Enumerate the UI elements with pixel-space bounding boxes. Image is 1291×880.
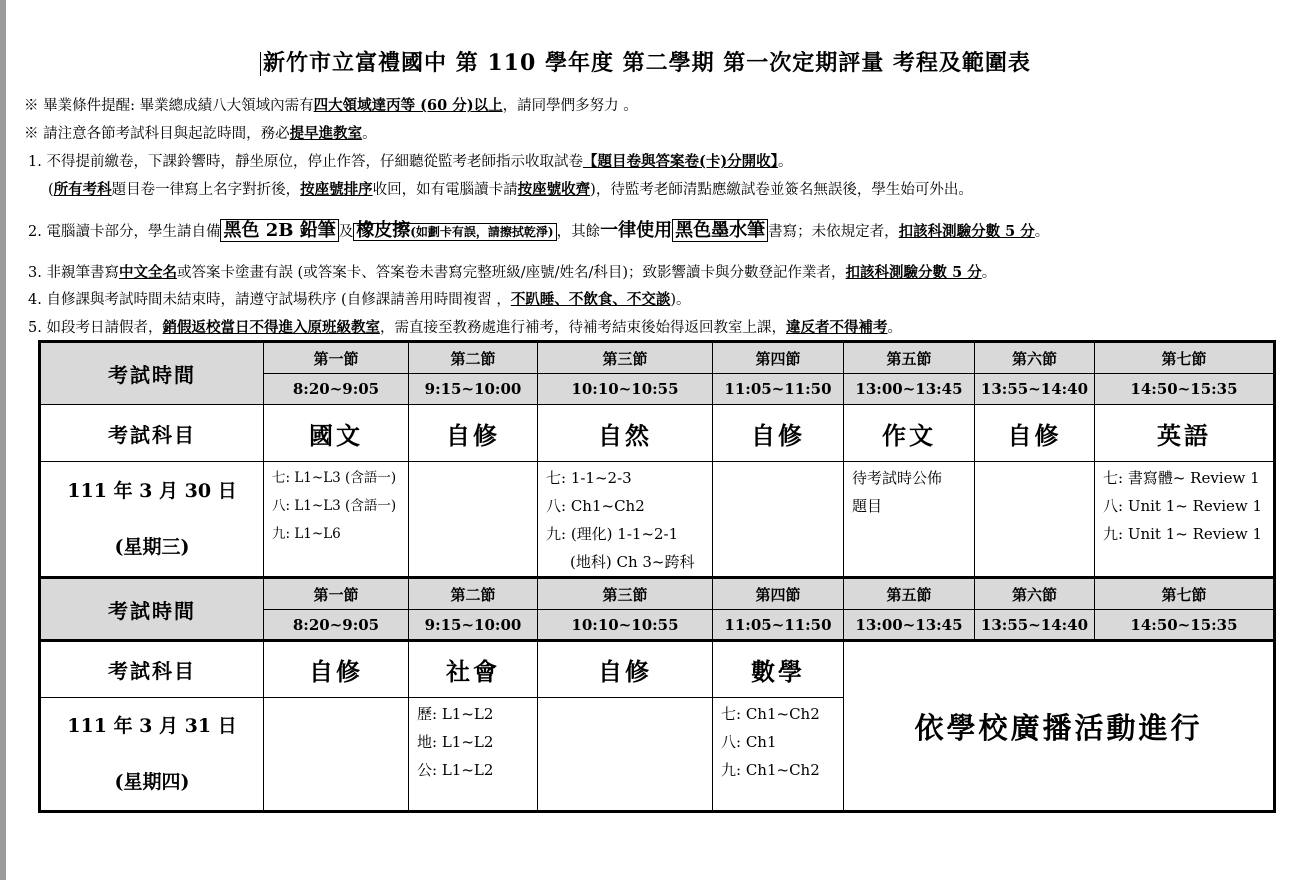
page-title xyxy=(0,46,1291,77)
black-2b-pencil-box: 黑色 2B 鉛筆 xyxy=(220,219,338,242)
period-time: 9:15~10:00 xyxy=(409,374,538,405)
time-label-day2: 考試時間 xyxy=(40,578,264,641)
subject-label-day2: 考試科目 xyxy=(40,641,264,698)
period-time: 13:55~14:40 xyxy=(975,610,1095,641)
period-time: 10:10~10:55 xyxy=(538,374,713,405)
range-line: 八: Ch1~Ch2 xyxy=(546,497,645,515)
subject-label-day1: 考試科目 xyxy=(40,405,264,462)
rule-1-continued xyxy=(48,178,973,199)
range-cell-p5 xyxy=(844,462,975,578)
notice-punctuality-emphasis: 提早進教室 xyxy=(289,125,363,142)
period-time: 13:00~13:45 xyxy=(844,374,975,405)
notice-graduation-suffix: ，請同學們多努力 。 xyxy=(502,98,638,114)
subject-cell: 英語 xyxy=(1095,405,1275,462)
rule-2-and: 及 xyxy=(338,224,354,240)
rule-1 xyxy=(28,150,792,171)
notice-graduation xyxy=(24,94,638,115)
rule-3 xyxy=(28,261,996,282)
range-cell-p4 xyxy=(713,698,844,812)
range-line: 待考試時公佈 xyxy=(852,469,943,487)
notice-punctuality-prefix: ※ 請注意各節考試科目與起訖時間，務必 xyxy=(24,126,290,142)
rule-5-text-a: 5. 如段考日請假者， xyxy=(28,320,163,336)
range-line: 九: Unit 1~ Review 1 xyxy=(1103,525,1263,543)
period-time: 11:05~11:50 xyxy=(713,374,844,405)
date-day1: 111 年 3 月 30 日 xyxy=(67,480,237,502)
date-cell-day1 xyxy=(40,462,264,578)
range-line: 題目 xyxy=(852,497,883,515)
rule-3-text-a: 3. 非親筆書寫 xyxy=(28,265,119,281)
range-cell-p1 xyxy=(264,462,409,578)
subject-cell: 自修 xyxy=(538,641,713,698)
rule-1-text: 1. 不得提前繳卷，下課鈴響時，靜坐原位，停止作答，仔細聽從監考老師指示收取試卷 xyxy=(28,154,583,170)
must-use-emphasis: 一律使用 xyxy=(600,220,673,241)
range-line: 九: (理化) 1-1~2-1 xyxy=(546,525,679,543)
period-time: 9:15~10:00 xyxy=(409,610,538,641)
afternoon-note: 依學校廣播活動進行 xyxy=(844,641,1275,812)
exam-schedule-table xyxy=(38,340,1276,813)
eraser-note: (如劃卡有誤，請擦拭乾淨) xyxy=(410,225,554,239)
period-time: 8:20~9:05 xyxy=(264,374,409,405)
subject-cell: 自修 xyxy=(264,641,409,698)
paren-open: ( xyxy=(48,182,54,198)
rule-4-end: )。 xyxy=(670,292,691,308)
subject-cell: 自然 xyxy=(538,405,713,462)
rule-2-text-i: 書寫；未依規定者， xyxy=(768,224,899,240)
black-ink-pen-box: 黑色墨水筆 xyxy=(672,219,768,242)
notice-graduation-prefix: ※ 畢業條件提醒: 畢業總成績八大領域內需有 xyxy=(24,98,314,114)
day1-subject-row xyxy=(40,405,1275,462)
rule-2-text-a: 2. 電腦讀卡部分，學生請自備 xyxy=(28,224,221,240)
range-cell-empty xyxy=(264,698,409,812)
range-cell-empty xyxy=(538,698,713,812)
subject-cell: 國文 xyxy=(264,405,409,462)
left-margin-bar xyxy=(0,0,6,880)
rule-1-cont-text-b: 收回，如有電腦讀卡請 xyxy=(372,182,518,198)
day1-period-row xyxy=(40,342,1275,374)
by-seat-order-emphasis: 按座號排序 xyxy=(300,181,373,198)
period-header: 第二節 xyxy=(409,578,538,610)
notice-punctuality xyxy=(24,122,377,143)
period-header: 第二節 xyxy=(409,342,538,374)
range-cell-p3 xyxy=(538,462,713,578)
range-line: 歷: L1~L2 xyxy=(417,705,494,723)
rule-1-cont-text-c: )，待監考老師清點應繳試卷並簽名無誤後，學生始可外出。 xyxy=(590,182,973,198)
rule-4-text-a: 4. 自修課與考試時間未結束時，請遵守試場秩序 (自修課請善用時間複習 ， xyxy=(28,292,511,308)
rule-5-text-c: ，需直接至教務處進行補考，待補考結束後始得返回教室上課， xyxy=(379,320,786,336)
period-header: 第六節 xyxy=(975,578,1095,610)
notice-graduation-emphasis: 四大領域達丙等 (60 分)以上 xyxy=(313,97,503,114)
full-chinese-name-emphasis: 中文全名 xyxy=(118,264,177,281)
subject-cell: 自修 xyxy=(409,405,538,462)
range-line: 七: L1~L3 (含語一) xyxy=(272,470,397,486)
range-line: 公: L1~L2 xyxy=(417,761,494,779)
period-header: 第四節 xyxy=(713,342,844,374)
rule-2-penalty: 扣該科測驗分數 5 分 xyxy=(898,223,1035,240)
period-header: 第三節 xyxy=(538,578,713,610)
rule-5-penalty: 違反者不得補考 xyxy=(785,319,888,336)
period-time: 13:00~13:45 xyxy=(844,610,975,641)
day2-subject-row xyxy=(40,641,1275,698)
subject-cell: 自修 xyxy=(713,405,844,462)
range-line: 八: L1~L3 (含語一) xyxy=(272,498,397,514)
collect-by-seat-emphasis: 按座號收齊 xyxy=(517,181,591,198)
period-header: 第五節 xyxy=(844,342,975,374)
period-header: 第一節 xyxy=(264,342,409,374)
date-day2: 111 年 3 月 31 日 xyxy=(67,715,237,737)
date-cell-day2 xyxy=(40,698,264,812)
period-header: 第四節 xyxy=(713,578,844,610)
rule-2-end: 。 xyxy=(1034,224,1050,240)
subject-cell: 自修 xyxy=(975,405,1095,462)
rule-2-text-f: ，其餘 xyxy=(556,224,601,240)
time-label-day1: 考試時間 xyxy=(40,342,264,405)
period-time: 14:50~15:35 xyxy=(1095,610,1275,641)
rule-5-end: 。 xyxy=(887,320,902,336)
range-line: 七: 書寫體~ Review 1 xyxy=(1103,469,1260,487)
subject-cell: 數學 xyxy=(713,641,844,698)
range-line: 九: Ch1~Ch2 xyxy=(721,761,820,779)
rule-1-cont-text-a: 題目卷一律寫上名字對折後， xyxy=(111,182,301,198)
range-cell-p2 xyxy=(409,698,538,812)
period-time: 11:05~11:50 xyxy=(713,610,844,641)
weekday-day1: (星期三) xyxy=(114,536,190,558)
weekday-day2: (星期四) xyxy=(114,771,190,793)
period-header: 第三節 xyxy=(538,342,713,374)
range-line: 地: L1~L2 xyxy=(417,733,494,751)
period-time: 8:20~9:05 xyxy=(264,610,409,641)
text-cursor xyxy=(260,52,261,76)
range-cell-p7 xyxy=(1095,462,1275,578)
rule-2 xyxy=(28,216,1049,242)
all-subjects-emphasis: 所有考科 xyxy=(53,181,112,198)
subject-cell: 社會 xyxy=(409,641,538,698)
title-text: 新竹市立富禮國中 第 110 學年度 第二學期 第一次定期評量 考程及範圍表 xyxy=(263,50,1031,76)
rule-4 xyxy=(28,288,691,309)
day2-period-row xyxy=(40,578,1275,610)
rule-5 xyxy=(28,316,902,337)
rule-3-text-c: 或答案卡塗畫有誤 (或答案卡、答案卷未書寫完整班級/座號/姓名/科目)；致影響讀卡與分數登記作業者， xyxy=(176,265,846,281)
range-line: 八: Ch1 xyxy=(721,733,777,751)
range-line: (地科) Ch 3~跨科 xyxy=(570,553,695,571)
period-time: 13:55~14:40 xyxy=(975,374,1095,405)
range-line: 八: Unit 1~ Review 1 xyxy=(1103,497,1263,515)
rule-3-penalty: 扣該科測驗分數 5 分 xyxy=(845,264,982,281)
range-cell-empty xyxy=(713,462,844,578)
range-line: 七: Ch1~Ch2 xyxy=(721,705,820,723)
rule-3-end: 。 xyxy=(981,265,997,281)
rule-1-end: 。 xyxy=(777,154,793,170)
rule-5-emphasis: 銷假返校當日不得進入原班級教室 xyxy=(162,319,380,336)
notice-punctuality-suffix: 。 xyxy=(362,126,377,142)
period-time: 14:50~15:35 xyxy=(1095,374,1275,405)
period-header: 第七節 xyxy=(1095,578,1275,610)
rule-1-emphasis: 【題目卷與答案卷(卡)分開收】 xyxy=(582,153,778,170)
range-line: 七: 1-1~2-3 xyxy=(546,469,632,487)
period-header: 第一節 xyxy=(264,578,409,610)
period-header: 第六節 xyxy=(975,342,1095,374)
range-cell-empty xyxy=(409,462,538,578)
range-line: 九: L1~L6 xyxy=(272,526,341,542)
rule-4-emphasis: 不趴睡、不飲食、不交談 xyxy=(510,291,671,308)
period-time: 10:10~10:55 xyxy=(538,610,713,641)
eraser-label: 橡皮擦 xyxy=(356,220,411,241)
day1-range-row xyxy=(40,462,1275,578)
period-header: 第七節 xyxy=(1095,342,1275,374)
subject-cell: 作文 xyxy=(844,405,975,462)
period-header: 第五節 xyxy=(844,578,975,610)
range-cell-empty xyxy=(975,462,1095,578)
